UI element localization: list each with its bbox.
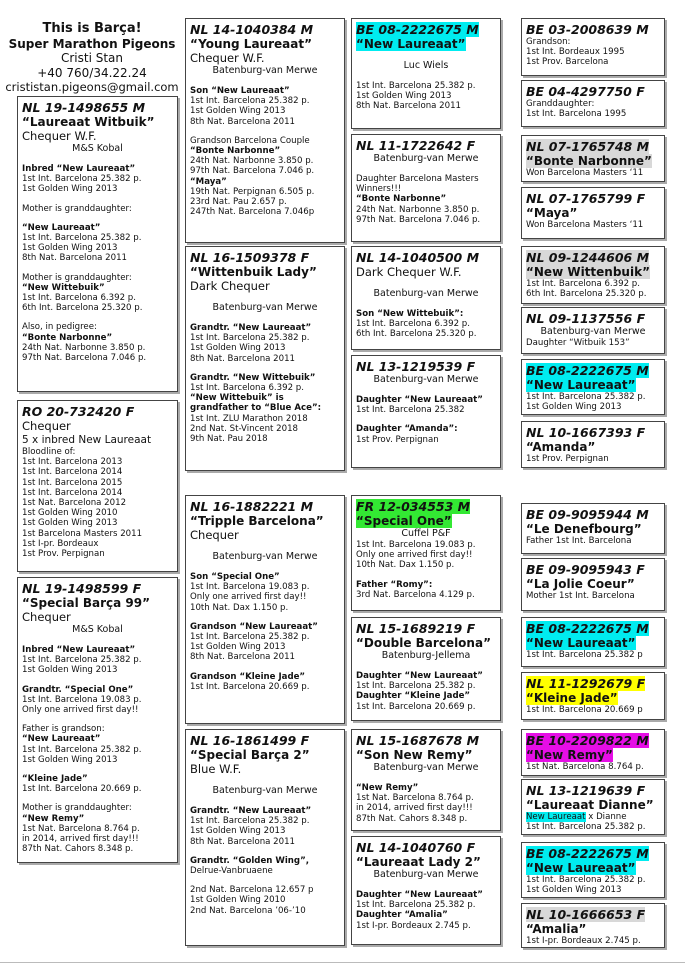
note-line: 1st Int. Barcelona 25.382 p. [190,816,310,827]
pigeon-name: “New Wittenbuik” [526,265,650,279]
note-line: 6th Int. Barcelona 25.320 p. [526,289,647,300]
ring-number: NL 14-1040384 M [190,22,314,37]
note-line: “New Wittebuik” [22,282,105,293]
note-line: 8th Nat. Barcelona 2011 [356,101,462,112]
pigeon-owner: Batenburg-van Merwe [540,326,646,337]
pigeon-name: “Laureaat Lady 2” [356,855,481,869]
note-line: 97th Nat. Barcelona 7.046 p. [190,166,315,177]
note-line: Son “New Laureaat” [190,86,290,96]
ring-number: NL 16-1509378 F [190,250,310,265]
note-line: in 2014, arrived first day!!! [22,834,139,845]
note-line: 1st Prov. Perpignan [526,454,609,464]
note-line: 5 x inbred New Laureaat [22,434,152,446]
note-line: 1st Golden Wing 2013 [190,343,286,354]
box-gg2 [521,80,665,127]
note-line: x Dianne [585,812,627,822]
pigeon-color: Chequer [190,528,239,542]
note-line: 1st Golden Wing 2013 [190,106,286,117]
pigeon-color: Chequer [22,610,71,624]
header-phone: +40 760/34.22.24 [37,65,147,80]
note-line: Grandson “New Laureaat” [190,621,318,632]
note-line: Son “Special One” [190,572,280,582]
box-gg6 [521,307,665,354]
note-line: 24th Nat. Narbonne 3.850 p. [190,156,314,167]
box-gg16 [521,903,665,948]
pigeon-owner: Batenburg-van Merwe [212,65,318,76]
note-line: 1st Prov. Perpignan [22,549,105,560]
note-line: Daughter “New Laureaat” [356,890,483,900]
ring-number: NL 16-1861499 F [190,733,310,748]
ring-number: NL 09-1137556 F [526,311,646,326]
note-line: Grandtr. “Special One” [22,684,134,695]
pigeon-name: “Maya” [526,206,578,220]
box-gg10 [521,558,665,611]
note-line: 1st Int. Barcelona 19.083 p. [22,694,142,705]
note-line: 1st Int. Barcelona 25.382 p. [356,900,476,911]
ring-number: NL 15-1687678 M [356,733,480,748]
note-line: 1st Int. Barcelona 25.382 p. [22,744,142,755]
box-g2 [351,134,501,242]
note-line: “Kleine Jade” [22,774,88,785]
note-line: 1st Int. Barcelona 19.083 p. [356,540,476,550]
pigeon-name: “Amalia” [526,922,587,936]
header [4,22,180,95]
box-gg9 [521,503,665,554]
note-line: 1st Golden Wing 2010 [190,895,286,906]
box-p1 [185,18,345,243]
ring-number: NL 10-1666653 F [526,907,646,922]
note-line: Daughter “New Laureaat” [356,671,483,681]
note-line: “New Laureaat” [22,734,101,745]
note-line: “Maya” [190,176,227,187]
pigeon-name: “Tripple Barcelona” [190,514,324,528]
pigeon-owner: Batenburg-van Merwe [373,869,479,880]
ring-number: BE 08-2222675 M [526,363,649,378]
header-title: This is Barça! [42,21,142,36]
pigeon-owner: Batenburg-van Merwe [373,762,479,773]
box-gg12 [521,672,665,720]
note-line: 1st Int. Barcelona 20.669 p. [22,784,142,795]
pigeon-owner: Batenburg-van Merwe [212,785,318,796]
pigeon-owner: Batenburg-van Merwe [373,374,479,385]
box-gg14 [521,779,665,835]
pigeon-owner: Batenburg-van Merwe [373,153,479,164]
box-p3 [185,495,345,724]
ring-number: NL 13-1219539 F [356,359,476,374]
note-line: 1st Int. Barcelona 25.382 p. [526,822,646,833]
note-line: 8th Nat. Barcelona 2011 [190,353,296,364]
note-line: 2nd Nat. Barcelona 12.657 p [190,885,314,896]
note-line: “Bonte Narbonne” [22,332,113,343]
note-line: 247th Nat. Barcelona 7.046p [190,207,315,218]
pigeon-owner: M&S Kobal [72,143,123,154]
box-b3 [17,577,178,863]
box-gg4 [521,187,665,239]
note-line: 1st Int. Barcelona 20.669 p. [356,701,476,712]
ring-number: BE 08-2222675 M [526,621,649,636]
ring-number: NL 07-1765748 M [526,139,650,154]
note-line: 24th Nat. Narbonne 3.850 p. [356,204,480,215]
note-line: Won Barcelona Masters ‘11 [526,220,644,230]
note-line: 1st Int. Barcelona 6.392 p. [356,319,470,330]
note-line: 1st Golden Wing 2013 [22,184,118,195]
note-line: “New Remy” [22,813,85,824]
note-line: in 2014, arrived first day!!! [356,803,473,814]
note-line: 1st I-pr. Bordeaux [22,538,99,549]
note-line: Bloodline of: [22,447,76,457]
note-highlight: New Laureaat [526,812,586,822]
note-line: 24th Nat. Narbonne 3.850 p. [22,342,146,353]
box-gg5 [521,246,665,304]
note-line: 19th Nat. Perpignan 6.505 p. [190,186,315,197]
note-line: 1st Int. Barcelona 20.669 p. [190,681,310,692]
note-line: 1st Int. Barcelona 2015 [22,477,123,488]
note-line: Grandson “Kleine Jade” [190,671,306,682]
pigeon-name: “Special Barça 2” [190,748,310,762]
note-line: 97th Nat. Barcelona 7.046 p. [22,353,147,364]
note-line: 1st Golden Wing 2013 [22,518,118,529]
note-line: 1st Golden Wing 2013 [526,885,622,896]
pigeon-color: Blue W.F. [190,762,242,776]
pigeon-color: Dark Chequer [190,279,270,293]
ring-number: FR 12-034553 M [356,499,471,514]
ring-number: BE 04-4297750 F [526,84,645,99]
box-gg15 [521,842,665,898]
ring-number: NL 11-1722642 F [356,138,476,153]
note-line: Son “New Wittebuik”: [356,309,464,319]
note-line: 2nd Nat. St-Vincent 2018 [190,423,299,434]
note-line: 1st Golden Wing 2013 [356,91,452,102]
note-line: 1st Int. Barcelona 20.669 p [526,705,643,715]
ring-number: NL 14-1040500 M [356,250,480,265]
box-b2 [17,400,178,572]
note-line: 1st Nat. Barcelona 8.764 p. [356,793,474,804]
pigeon-name: “New Remy” [526,748,613,762]
note-line: Daughter Barcelona Masters [356,174,479,184]
footer-divider [0,962,685,963]
note-line: Daughter “Amanda”: [356,424,458,435]
note-line: Mother is granddaughter: [22,203,132,214]
pigeon-name: “Kleine Jade” [526,691,618,705]
box-p4 [185,729,345,946]
box-gg3 [521,135,665,182]
pigeon-name: “Amanda” [526,440,596,454]
ring-number: BE 08-2222675 M [526,846,649,861]
header-subtitle: Super Marathon Pigeons [8,36,176,51]
pigeon-name: “Double Barcelona” [356,636,491,650]
pigeon-owner: Batenburg-van Merwe [373,288,479,299]
note-line: Delrue-Vanbruaene [190,866,273,877]
note-line: 1st I-pr. Bordeaux 2.745 p. [526,936,641,946]
pigeon-owner: Luc Wiels [403,60,449,71]
note-line: 1st Nat. Barcelona 8.764 p. [22,823,140,834]
note-line: 87th Nat. Cahors 8.348 p. [356,813,468,824]
note-line: 10th Nat. Dax 1.150 p. [356,560,455,571]
note-line: 1st Int. Barcelona 25.382 p. [356,81,476,91]
note-line: Inbred “New Laureaat” [22,164,136,174]
box-gg13 [521,729,665,776]
box-b1 [17,96,178,392]
note-line: Grandtr. “New Laureaat” [190,806,312,816]
ring-number: BE 10-2209822 M [526,733,649,748]
note-line: Also, in pedigree: [22,322,97,333]
note-line: 1st Golden Wing 2013 [526,402,622,413]
note-line: “New Wittebuik” is [190,393,284,404]
ring-number: NL 19-1498655 M [22,100,146,115]
note-line: Grandtr. “New Wittebuik” [190,372,316,383]
note-line: Daughter “Witbuik 153” [526,338,630,348]
note-line: “New Remy” [356,783,419,793]
pigeon-color: Chequer [22,419,71,433]
note-line: Daughter “Kleine Jade” [356,691,471,702]
note-line: Inbred “New Laureaat” [22,645,136,655]
note-line: 1st Int. Barcelona 25.382 p. [190,96,310,107]
note-line: grandfather to “Blue Ace”: [190,403,322,414]
pigeon-name: “Laureaat Dianne” [526,798,654,812]
note-line: 8th Nat. Barcelona 2011 [190,116,296,127]
note-line: 1st Int. Barcelona 25.382 p. [526,875,646,885]
box-g7 [351,729,501,831]
note-line: Granddaughter: [526,99,595,109]
box-gg1 [521,18,665,76]
note-line: 1st Int. ZLU Marathon 2018 [190,413,308,424]
note-line: 3rd Nat. Barcelona 4.129 p. [356,589,475,600]
pigeon-name: “Laureaat Witbuik” [22,115,155,129]
pigeon-color: Dark Chequer W.F. [356,265,462,279]
pigeon-name: “Special Barça 99” [22,596,151,610]
note-line: 1st Golden Wing 2013 [190,642,286,653]
note-line: 6th Int. Barcelona 25.320 p. [356,329,477,340]
note-line: Only one arrived first day!! [190,592,307,603]
note-line: 1st I-pr. Bordeaux 2.745 p. [356,920,471,931]
note-line: 1st Int. Barcelona 1995 [526,109,627,120]
note-line: 1st Nat. Barcelona 8.764 p. [526,762,644,772]
box-p2 [185,246,345,471]
ring-number: NL 10-1667393 F [526,425,646,440]
note-line: Won Barcelona Masters ‘11 [526,168,644,178]
note-line: 97th Nat. Barcelona 7.046 p. [356,214,481,225]
note-line: 6th Int. Barcelona 25.320 p. [22,303,143,314]
note-line: 8th Nat. Barcelona 2011 [22,253,128,264]
note-line: 1st Golden Wing 2013 [22,754,118,765]
note-line: Father “Romy”: [356,579,433,590]
note-line: 1st Prov. Barcelona [526,57,609,68]
note-line: Mother 1st Int. Barcelona [526,591,635,601]
note-line: Only one arrived first day!! [22,705,139,716]
note-line: 1st Golden Wing 2013 [22,243,118,254]
pigeon-name: “Special One” [356,514,452,528]
note-line: 1st Int. Barcelona 6.392 p. [526,279,640,289]
pigeon-name: “New Laureaat” [356,37,466,51]
note-line: 87th Nat. Cahors 8.348 p. [22,844,134,855]
note-line: Father is grandson: [22,724,105,735]
note-line: 2nd Nat. Barcelona ’06-’10 [190,905,306,916]
note-line: Father 1st Int. Barcelona [526,536,632,546]
note-line: 10th Nat. Dax 1.150 p. [190,602,289,613]
note-line: 23rd Nat. Pau 2.657 p. [190,197,287,208]
note-line: Daughter “New Laureaat” [356,395,483,405]
note-line: 1st Golden Wing 2013 [190,826,286,837]
note-line: 1st Int. Barcelona 2014 [22,487,123,498]
pigeon-owner: Batenburg-van Merwe [212,302,318,313]
note-line: Grandtr. “New Laureaat” [190,323,312,333]
note-line: 1st Int. Barcelona 6.392 p. [22,293,136,304]
ring-number: RO 20-732420 F [22,404,135,419]
ring-number: NL 13-1219639 F [526,783,646,798]
note-line: 1st Int. Barcelona 25.382 p [526,650,643,660]
ring-number: NL 09-1244606 M [526,250,650,265]
note-line: 1st Int. Barcelona 2014 [22,467,123,478]
pigeon-color: Chequer W.F. [22,129,97,143]
pigeon-name: “Wittenbuik Lady” [190,265,317,279]
box-gg8 [521,421,665,468]
note-line: 1st Prov. Perpignan [356,434,439,445]
note-line: Mother is granddaughter: [22,803,132,814]
ring-number: NL 16-1882221 M [190,499,314,514]
box-g6 [351,617,501,721]
note-line: 9th Nat. Pau 2018 [190,434,268,445]
note-line: 8th Nat. Barcelona 2011 [190,652,296,663]
header-email: crististan.pigeons@gmail.com [5,80,179,94]
ring-number: NL 19-1498599 F [22,581,142,596]
note-line: 1st Int. Barcelona 25.382 p. [22,233,142,244]
note-line: 1st Int. Bordeaux 1995 [526,47,625,58]
note-line: 1st Int. Barcelona 2013 [22,457,123,468]
pigeon-name: “Le Denefbourg” [526,522,642,536]
ring-number: BE 03-2008639 M [526,22,649,37]
box-g5 [351,495,501,611]
ring-number: BE 09-9095944 M [526,507,649,522]
pigeon-name: “Bonte Narbonne” [526,154,652,168]
pigeon-owner: Batenburg-Jellema [381,650,471,661]
note-line: 1st Int. Barcelona 25.382 [356,405,465,416]
ring-number: BE 08-2222675 M [356,22,479,37]
note-line: Mother is granddaughter: [22,272,132,283]
pigeon-name: “La Jolie Coeur” [526,577,635,591]
pigeon-owner: Cuffel P&F [401,528,451,539]
pigeon-name: “Son New Remy” [356,748,473,762]
box-g8 [351,836,501,945]
note-line: 1st Golden Wing 2010 [22,508,118,519]
note-line: Only one arrived first day!! [356,550,473,561]
header-owner: Cristi Stan [60,51,124,65]
ring-number: NL 14-1040760 F [356,840,476,855]
ring-number: NL 11-1292679 F [526,676,646,691]
note-line: 1st Int. Barcelona 25.382 p. [22,655,142,666]
box-g4 [351,355,501,468]
note-line: Daughter “Amalia” [356,910,448,921]
box-gg7 [521,359,665,415]
note-line: 1st Nat. Barcelona 2012 [22,498,127,509]
pigeon-name: “Young Laureaat” [190,37,312,51]
box-g1 [351,18,501,129]
note-line: 1st Int. Barcelona 25.382 p. [22,174,142,185]
note-line: 1st Int. Barcelona 25.382 p. [356,681,476,692]
note-line: “Bonte Narbonne” [356,194,447,205]
pigeon-name: “New Laureaat” [526,636,636,650]
note-line: 1st Int. Barcelona 25.382 p. [526,392,646,402]
box-g3 [351,246,501,350]
note-line: Grandson Barcelona Couple [190,135,310,146]
note-line: 8th Nat. Barcelona 2011 [190,836,296,847]
note-line: 1st Int. Barcelona 25.382 p. [190,333,310,344]
note-line: 1st Int. Barcelona 19.083 p. [190,582,310,593]
pigeon-name: “New Laureaat” [526,378,636,392]
ring-number: BE 09-9095943 F [526,562,645,577]
note-line: “New Laureaat” [22,222,101,233]
note-line: 1st Barcelona Masters 2011 [22,528,143,539]
note-line: Grandtr. “Golden Wing”, [190,855,309,866]
pigeon-color: Chequer W.F. [190,51,265,65]
note-line: 1st Int. Barcelona 6.392 p. [190,383,304,394]
pigeon-owner: M&S Kobal [72,624,123,635]
pigeon-owner: Batenburg-van Merwe [212,551,318,562]
ring-number: NL 15-1689219 F [356,621,476,636]
note-line: 1st Int. Barcelona 25.382 p. [190,632,310,643]
note-line: 1st Golden Wing 2013 [22,665,118,676]
pigeon-name: “New Laureaat” [526,861,636,875]
note-line: “Bonte Narbonne” [190,146,281,157]
box-gg11 [521,617,665,667]
note-line: Grandson: [526,37,571,47]
ring-number: NL 07-1765799 F [526,191,646,206]
note-line: Winners!!! [356,184,402,195]
